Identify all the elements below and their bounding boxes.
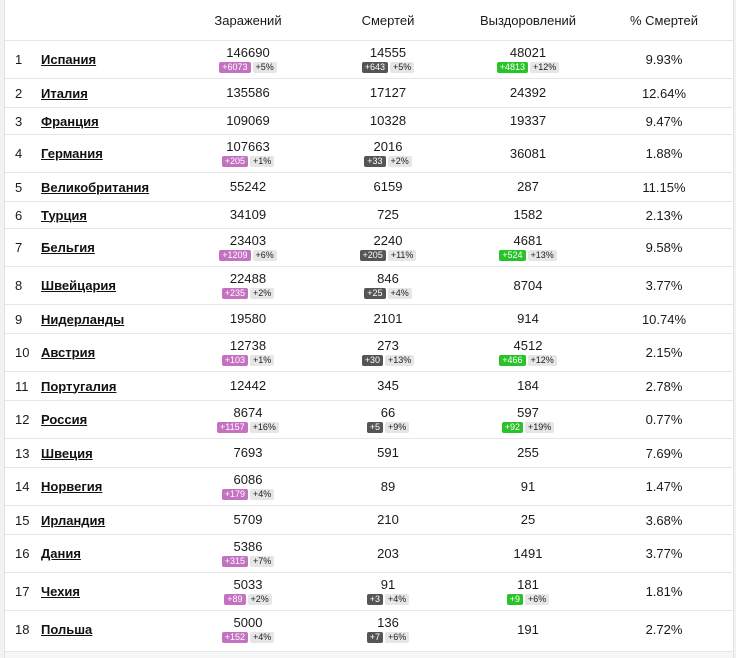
table-row — [5, 372, 733, 401]
infections-value: 5386 — [233, 538, 263, 554]
recovered-value: 24392 — [509, 85, 547, 100]
recovered-value: 914 — [517, 311, 539, 326]
country-link[interactable]: Турция — [41, 207, 88, 223]
table-row — [5, 135, 733, 173]
infections-percent-badge: +2% — [248, 594, 272, 605]
recovered-delta-badge: +9 — [507, 594, 523, 605]
table-row — [5, 468, 733, 506]
infections-cell — [181, 506, 315, 535]
deaths-change — [315, 631, 461, 643]
country-link[interactable]: Ирландия — [41, 512, 106, 528]
recovered-value: 1582 — [513, 207, 543, 222]
rank-cell: 16 — [5, 535, 41, 573]
country-cell — [41, 135, 181, 173]
infections-delta-badge: +6073 — [219, 62, 250, 73]
rank-cell: 8 — [5, 267, 41, 305]
country-link[interactable]: Швеция — [41, 445, 93, 461]
country-cell — [41, 202, 181, 229]
country-cell — [41, 41, 181, 79]
recovered-percent-badge: +12% — [528, 355, 557, 366]
deaths-change — [315, 421, 461, 433]
country-cell — [41, 267, 181, 305]
country-cell — [41, 401, 181, 439]
header-rank — [5, 0, 41, 41]
infections-value: 146690 — [226, 44, 270, 60]
deaths-cell — [315, 79, 461, 108]
recovered-delta-badge: +92 — [502, 422, 523, 433]
recovered-percent-badge: +6% — [525, 594, 549, 605]
recovered-value: 25 — [520, 512, 536, 527]
deaths-percent-badge: +6% — [385, 632, 409, 643]
infections-cell — [181, 229, 315, 267]
infections-change — [181, 155, 315, 167]
deaths-value: 210 — [377, 512, 399, 527]
death-rate-cell: 2.15% — [595, 334, 733, 372]
deaths-cell — [315, 229, 461, 267]
deaths-percent-badge: +2% — [388, 156, 412, 167]
recovered-delta-badge: +4813 — [497, 62, 528, 73]
deaths-percent-badge: +4% — [388, 288, 412, 299]
recovered-cell — [461, 41, 595, 79]
deaths-value: 10328 — [369, 113, 407, 128]
table-body — [5, 41, 733, 649]
deaths-percent-badge: +5% — [390, 62, 414, 73]
recovered-cell — [461, 573, 595, 611]
infections-change — [181, 287, 315, 299]
country-link[interactable]: Бельгия — [41, 240, 95, 255]
country-link[interactable]: Великобритания — [41, 179, 150, 195]
deaths-change — [315, 593, 461, 605]
infections-change — [181, 421, 315, 433]
country-stats-table — [5, 0, 733, 649]
deaths-value: 273 — [377, 337, 399, 353]
deaths-cell — [315, 173, 461, 202]
infections-change — [181, 61, 315, 73]
country-link[interactable]: Дания — [41, 546, 81, 561]
deaths-cell — [315, 468, 461, 506]
country-link[interactable]: Италия — [41, 85, 88, 101]
rank-cell: 18 — [5, 611, 41, 649]
infections-percent-badge: +6% — [253, 250, 277, 261]
rank-cell: 9 — [5, 305, 41, 334]
deaths-cell — [315, 535, 461, 573]
death-rate-cell: 7.69% — [595, 439, 733, 468]
country-cell — [41, 108, 181, 135]
deaths-delta-badge: +30 — [362, 355, 383, 366]
country-link[interactable]: Польша — [41, 622, 93, 638]
infections-percent-badge: +1% — [250, 156, 274, 167]
country-link[interactable]: Испания — [41, 52, 97, 67]
deaths-value: 2240 — [373, 232, 403, 248]
infections-change — [181, 249, 315, 261]
deaths-value: 14555 — [369, 44, 407, 60]
infections-cell — [181, 305, 315, 334]
infections-delta-badge: +205 — [222, 156, 248, 167]
infections-change — [181, 555, 315, 567]
rank-cell: 7 — [5, 229, 41, 267]
deaths-cell — [315, 573, 461, 611]
table-row — [5, 202, 733, 229]
stats-table-container — [4, 0, 734, 658]
header-deaths[interactable]: Смертей — [361, 12, 415, 28]
death-rate-cell: 9.47% — [595, 108, 733, 135]
country-cell — [41, 229, 181, 267]
death-rate-cell: 1.81% — [595, 573, 733, 611]
deaths-percent-badge: +11% — [388, 250, 417, 261]
recovered-cell — [461, 334, 595, 372]
deaths-value: 91 — [380, 576, 396, 592]
deaths-value: 846 — [377, 270, 399, 286]
infections-delta-badge: +235 — [222, 288, 248, 299]
deaths-cell — [315, 372, 461, 401]
country-link[interactable]: Германия — [41, 146, 103, 161]
deaths-delta-badge: +643 — [362, 62, 388, 73]
deaths-percent-badge: +4% — [385, 594, 409, 605]
infections-delta-badge: +1157 — [217, 422, 248, 433]
recovered-cell — [461, 611, 595, 649]
table-header-row — [5, 0, 733, 41]
country-cell — [41, 468, 181, 506]
infections-cell — [181, 573, 315, 611]
infections-cell — [181, 108, 315, 135]
infections-cell — [181, 468, 315, 506]
infections-cell — [181, 401, 315, 439]
deaths-value: 89 — [380, 478, 396, 494]
country-cell — [41, 305, 181, 334]
deaths-cell — [315, 267, 461, 305]
recovered-value: 4681 — [513, 232, 543, 248]
death-rate-cell: 10.74% — [595, 305, 733, 334]
deaths-delta-badge: +3 — [367, 594, 383, 605]
infections-change — [181, 593, 315, 605]
deaths-delta-badge: +5 — [367, 422, 383, 433]
infections-cell — [181, 535, 315, 573]
rank-cell: 3 — [5, 108, 41, 135]
death-rate-cell: 2.72% — [595, 611, 733, 649]
infections-delta-badge: +103 — [222, 355, 248, 366]
deaths-value: 2016 — [373, 138, 403, 154]
rank-cell: 10 — [5, 334, 41, 372]
death-rate-cell: 1.88% — [595, 135, 733, 173]
table-row — [5, 41, 733, 79]
infections-value: 34109 — [229, 207, 267, 222]
recovered-value: 48021 — [509, 44, 547, 60]
country-cell — [41, 506, 181, 535]
infections-value: 6086 — [233, 471, 263, 487]
deaths-delta-badge: +25 — [364, 288, 385, 299]
recovered-delta-badge: +466 — [499, 355, 525, 366]
deaths-delta-badge: +33 — [364, 156, 385, 167]
country-link[interactable]: Португалия — [41, 378, 117, 394]
infections-value: 19580 — [229, 311, 267, 326]
deaths-percent-badge: +13% — [385, 355, 414, 366]
recovered-change — [461, 354, 595, 366]
deaths-change — [315, 61, 461, 73]
infections-cell — [181, 334, 315, 372]
recovered-value: 19337 — [509, 113, 547, 128]
infections-value: 107663 — [226, 138, 270, 154]
header-recovered[interactable]: Выздоровлений — [479, 12, 577, 28]
infections-percent-badge: +16% — [250, 422, 279, 433]
table-row — [5, 506, 733, 535]
table-row — [5, 439, 733, 468]
death-rate-cell: 0.77% — [595, 401, 733, 439]
recovered-cell — [461, 229, 595, 267]
infections-value: 55242 — [229, 179, 267, 194]
recovered-percent-badge: +19% — [525, 422, 554, 433]
deaths-value: 17127 — [369, 85, 407, 100]
country-link[interactable]: Швейцария — [41, 278, 117, 293]
rank-cell: 12 — [5, 401, 41, 439]
infections-value: 12442 — [229, 378, 267, 393]
infections-percent-badge: +4% — [250, 632, 274, 643]
country-cell — [41, 611, 181, 649]
rank-cell: 11 — [5, 372, 41, 401]
infections-value: 109069 — [226, 113, 270, 128]
recovered-cell — [461, 267, 595, 305]
infections-cell — [181, 202, 315, 229]
infections-value: 5709 — [233, 512, 263, 527]
infections-value: 8674 — [233, 404, 263, 420]
death-rate-cell: 3.77% — [595, 535, 733, 573]
recovered-cell — [461, 202, 595, 229]
death-rate-cell: 1.47% — [595, 468, 733, 506]
death-rate-cell: 2.13% — [595, 202, 733, 229]
recovered-cell — [461, 305, 595, 334]
rank-cell: 5 — [5, 173, 41, 202]
recovered-value: 181 — [517, 576, 539, 592]
deaths-cell — [315, 202, 461, 229]
rank-cell: 1 — [5, 41, 41, 79]
infections-delta-badge: +152 — [222, 632, 248, 643]
infections-cell — [181, 135, 315, 173]
recovered-value: 255 — [517, 445, 539, 460]
recovered-cell — [461, 506, 595, 535]
death-rate-cell: 9.93% — [595, 41, 733, 79]
recovered-cell — [461, 439, 595, 468]
recovered-value: 184 — [517, 378, 539, 393]
deaths-delta-badge: +205 — [360, 250, 386, 261]
infections-value: 23403 — [229, 232, 267, 248]
recovered-cell — [461, 535, 595, 573]
recovered-value: 91 — [520, 478, 536, 494]
rank-cell: 13 — [5, 439, 41, 468]
table-row — [5, 267, 733, 305]
infections-delta-badge: +315 — [222, 556, 248, 567]
recovered-cell — [461, 468, 595, 506]
infections-percent-badge: +5% — [253, 62, 277, 73]
country-cell — [41, 573, 181, 611]
deaths-change — [315, 249, 461, 261]
recovered-cell — [461, 135, 595, 173]
deaths-cell — [315, 506, 461, 535]
recovered-change — [461, 249, 595, 261]
deaths-value: 2101 — [373, 311, 403, 326]
country-cell — [41, 173, 181, 202]
infections-value: 7693 — [233, 445, 263, 460]
recovered-cell — [461, 79, 595, 108]
infections-cell — [181, 611, 315, 649]
deaths-value: 66 — [380, 404, 396, 420]
country-cell — [41, 79, 181, 108]
table-footer-divider — [5, 651, 733, 658]
deaths-value: 345 — [377, 378, 399, 393]
deaths-cell — [315, 334, 461, 372]
infections-percent-badge: +4% — [250, 489, 274, 500]
infections-cell — [181, 173, 315, 202]
recovered-percent-badge: +12% — [530, 62, 559, 73]
recovered-percent-badge: +13% — [528, 250, 557, 261]
header-infections[interactable]: Заражений — [214, 12, 282, 28]
infections-value: 5033 — [233, 576, 263, 592]
table-row — [5, 401, 733, 439]
recovered-value: 8704 — [513, 277, 543, 293]
infections-percent-badge: +7% — [250, 556, 274, 567]
deaths-cell — [315, 401, 461, 439]
infections-cell — [181, 267, 315, 305]
rank-cell: 17 — [5, 573, 41, 611]
recovered-change — [461, 61, 595, 73]
country-link[interactable]: Норвегия — [41, 479, 103, 494]
header-death-rate[interactable]: % Смертей — [630, 12, 698, 28]
deaths-cell — [315, 135, 461, 173]
death-rate-cell: 3.77% — [595, 267, 733, 305]
death-rate-cell: 2.78% — [595, 372, 733, 401]
infections-change — [181, 354, 315, 366]
infections-cell — [181, 41, 315, 79]
deaths-cell — [315, 108, 461, 135]
rank-cell: 6 — [5, 202, 41, 229]
table-row — [5, 535, 733, 573]
rank-cell: 15 — [5, 506, 41, 535]
death-rate-cell: 3.68% — [595, 506, 733, 535]
table-row — [5, 173, 733, 202]
deaths-cell — [315, 611, 461, 649]
deaths-cell — [315, 439, 461, 468]
table-row — [5, 611, 733, 649]
country-link[interactable]: Франция — [41, 113, 99, 129]
table-row — [5, 305, 733, 334]
infections-value: 22488 — [229, 270, 267, 286]
infections-change — [181, 488, 315, 500]
infections-delta-badge: +1209 — [219, 250, 250, 261]
table-row — [5, 108, 733, 135]
deaths-change — [315, 155, 461, 167]
deaths-percent-badge: +9% — [385, 422, 409, 433]
death-rate-cell: 9.58% — [595, 229, 733, 267]
recovered-cell — [461, 401, 595, 439]
table-row — [5, 573, 733, 611]
death-rate-cell: 12.64% — [595, 79, 733, 108]
table-row — [5, 79, 733, 108]
recovered-value: 287 — [517, 179, 539, 194]
deaths-cell — [315, 41, 461, 79]
infections-delta-badge: +89 — [224, 594, 245, 605]
infections-value: 12738 — [229, 337, 267, 353]
infections-cell — [181, 372, 315, 401]
country-link[interactable]: Чехия — [41, 584, 80, 599]
deaths-value: 6159 — [373, 179, 403, 194]
recovered-cell — [461, 108, 595, 135]
country-link[interactable]: Австрия — [41, 345, 96, 360]
infections-cell — [181, 79, 315, 108]
country-cell — [41, 334, 181, 372]
deaths-cell — [315, 305, 461, 334]
recovered-change — [461, 593, 595, 605]
country-cell — [41, 372, 181, 401]
deaths-value: 725 — [377, 207, 399, 222]
infections-change — [181, 631, 315, 643]
deaths-value: 203 — [377, 545, 399, 561]
deaths-value: 136 — [377, 615, 399, 631]
recovered-value: 597 — [517, 404, 539, 420]
deaths-change — [315, 287, 461, 299]
recovered-value: 191 — [517, 621, 539, 637]
deaths-change — [315, 354, 461, 366]
country-cell — [41, 439, 181, 468]
rank-cell: 4 — [5, 135, 41, 173]
recovered-change — [461, 421, 595, 433]
recovered-delta-badge: +524 — [499, 250, 525, 261]
recovered-cell — [461, 173, 595, 202]
country-link[interactable]: Россия — [41, 412, 88, 427]
infections-cell — [181, 439, 315, 468]
table-row — [5, 229, 733, 267]
deaths-value: 591 — [377, 445, 399, 460]
recovered-value: 4512 — [513, 337, 543, 353]
infections-delta-badge: +179 — [222, 489, 248, 500]
table-row — [5, 334, 733, 372]
death-rate-cell: 11.15% — [595, 173, 733, 202]
rank-cell: 14 — [5, 468, 41, 506]
country-link[interactable]: Нидерланды — [41, 311, 125, 327]
deaths-delta-badge: +7 — [367, 632, 383, 643]
header-country — [41, 0, 181, 41]
infections-percent-badge: +1% — [250, 355, 274, 366]
recovered-value: 36081 — [509, 145, 547, 161]
infections-value: 5000 — [233, 615, 263, 631]
infections-percent-badge: +2% — [250, 288, 274, 299]
country-cell — [41, 535, 181, 573]
recovered-cell — [461, 372, 595, 401]
rank-cell: 2 — [5, 79, 41, 108]
recovered-value: 1491 — [513, 545, 543, 561]
infections-value: 135586 — [226, 85, 270, 100]
